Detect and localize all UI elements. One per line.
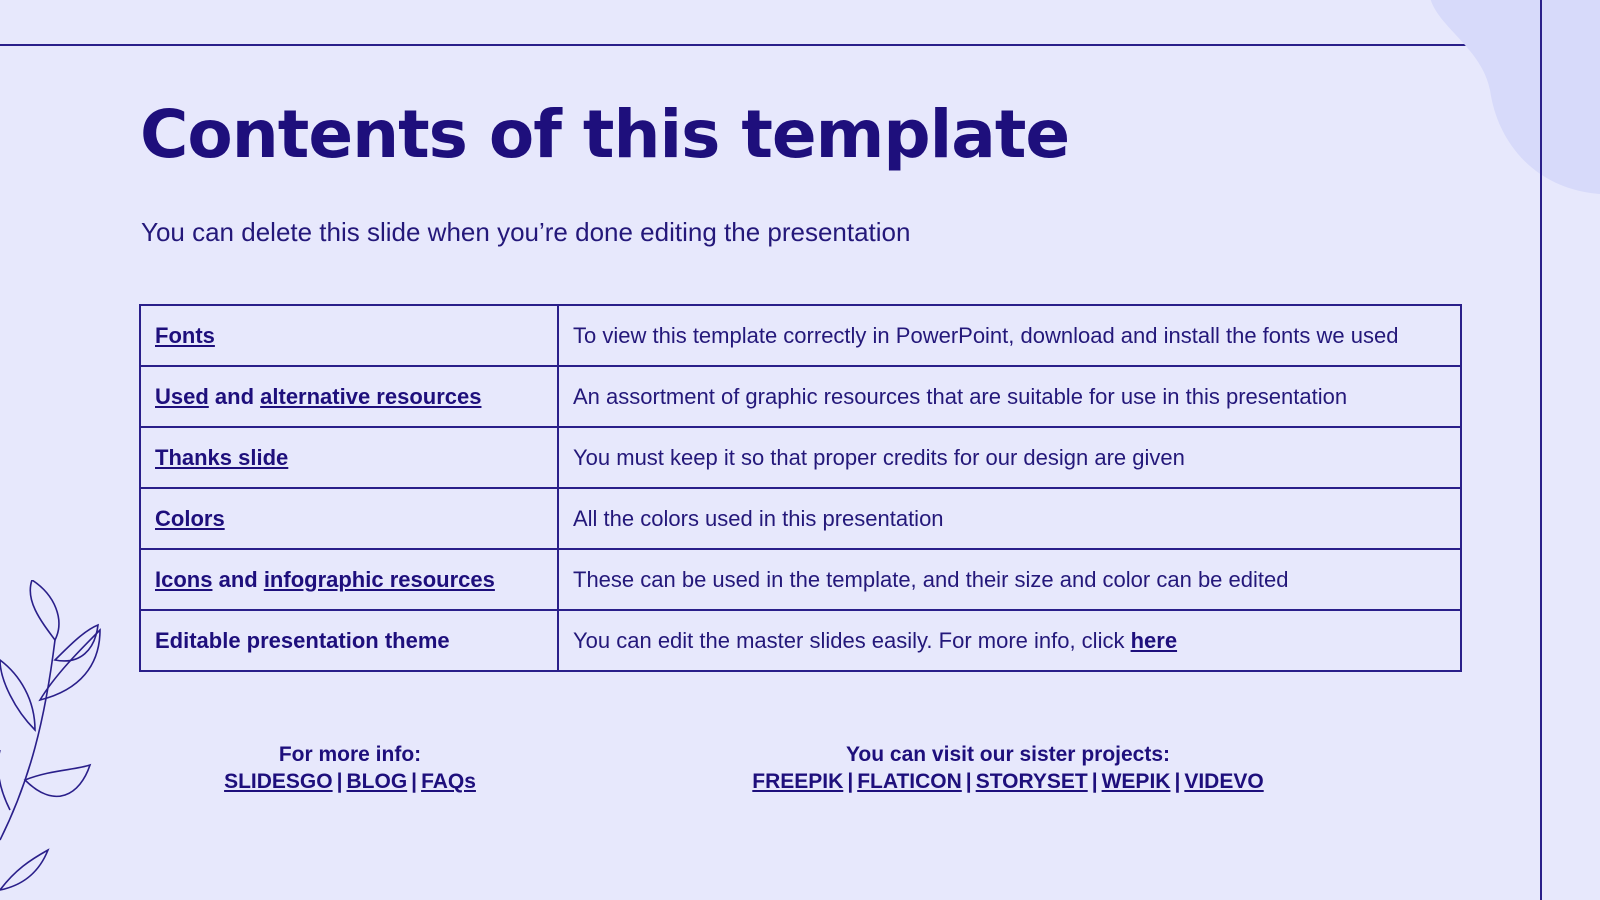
table-row bbox=[140, 488, 1461, 549]
link-separator: | bbox=[1091, 770, 1098, 793]
slidesgo-link[interactable]: SLIDESGO bbox=[224, 770, 333, 793]
faqs-link[interactable]: FAQs bbox=[421, 770, 476, 793]
right-divider-line bbox=[1540, 0, 1542, 900]
link-separator: | bbox=[847, 770, 854, 793]
link-separator: | bbox=[1174, 770, 1181, 793]
table-row bbox=[140, 305, 1461, 366]
link-separator: | bbox=[336, 770, 343, 793]
page-subtitle: You can delete this slide when you’re done editing the presentation bbox=[141, 217, 911, 247]
row-description: To view this template correctly in PowerPoint, download and install the fonts we used bbox=[558, 305, 1461, 366]
videvo-link[interactable]: VIDEVO bbox=[1184, 770, 1264, 793]
table-row bbox=[140, 366, 1461, 427]
sister-projects-links bbox=[708, 768, 1308, 795]
row-label bbox=[140, 305, 558, 366]
row-description bbox=[558, 610, 1461, 671]
row-label bbox=[140, 366, 558, 427]
colors-link[interactable]: Colors bbox=[155, 505, 225, 531]
page-title: Contents of this template bbox=[140, 96, 1070, 173]
decorative-blob bbox=[1420, 0, 1600, 210]
here-link[interactable]: here bbox=[1130, 627, 1178, 653]
more-info-heading: For more info: bbox=[278, 743, 422, 766]
table-row bbox=[140, 427, 1461, 488]
row-label bbox=[140, 488, 558, 549]
row-label bbox=[140, 427, 558, 488]
contents-table bbox=[139, 304, 1462, 672]
flaticon-link[interactable]: FLATICON bbox=[857, 770, 962, 793]
storyset-link[interactable]: STORYSET bbox=[975, 770, 1088, 793]
row-description-text: You can edit the master slides easily. For more info, click bbox=[573, 627, 1131, 653]
alternative-resources-link[interactable]: alternative resources bbox=[260, 383, 482, 409]
top-divider-line bbox=[0, 44, 1600, 46]
thanks-slide-link[interactable]: Thanks slide bbox=[155, 444, 289, 470]
link-separator: | bbox=[411, 770, 418, 793]
more-info-block bbox=[200, 741, 500, 795]
row-description: All the colors used in this presentation bbox=[558, 488, 1461, 549]
freepik-link[interactable]: FREEPIK bbox=[752, 770, 844, 793]
row-description: These can be used in the template, and their size and color can be edited bbox=[558, 549, 1461, 610]
sister-projects-block bbox=[708, 741, 1308, 795]
row-label: Editable presentation theme bbox=[140, 610, 558, 671]
used-resources-link[interactable]: Used bbox=[155, 383, 209, 409]
infographic-resources-link[interactable]: infographic resources bbox=[263, 566, 495, 592]
row-joiner-text: and bbox=[208, 383, 261, 409]
leaf-branch-icon bbox=[0, 580, 120, 900]
blog-link[interactable]: BLOG bbox=[346, 770, 408, 793]
wepik-link[interactable]: WEPIK bbox=[1101, 770, 1171, 793]
row-description: You must keep it so that proper credits for our design are given bbox=[558, 427, 1461, 488]
more-info-links bbox=[200, 768, 500, 795]
sister-projects-heading: You can visit our sister projects: bbox=[845, 743, 1171, 766]
row-label bbox=[140, 549, 558, 610]
table-row bbox=[140, 610, 1461, 671]
row-joiner-text: and bbox=[212, 566, 264, 592]
link-separator: | bbox=[965, 770, 972, 793]
icons-link[interactable]: Icons bbox=[155, 566, 213, 592]
fonts-link[interactable]: Fonts bbox=[155, 322, 215, 348]
row-description: An assortment of graphic resources that are suitable for use in this presentation bbox=[558, 366, 1461, 427]
table-row bbox=[140, 549, 1461, 610]
